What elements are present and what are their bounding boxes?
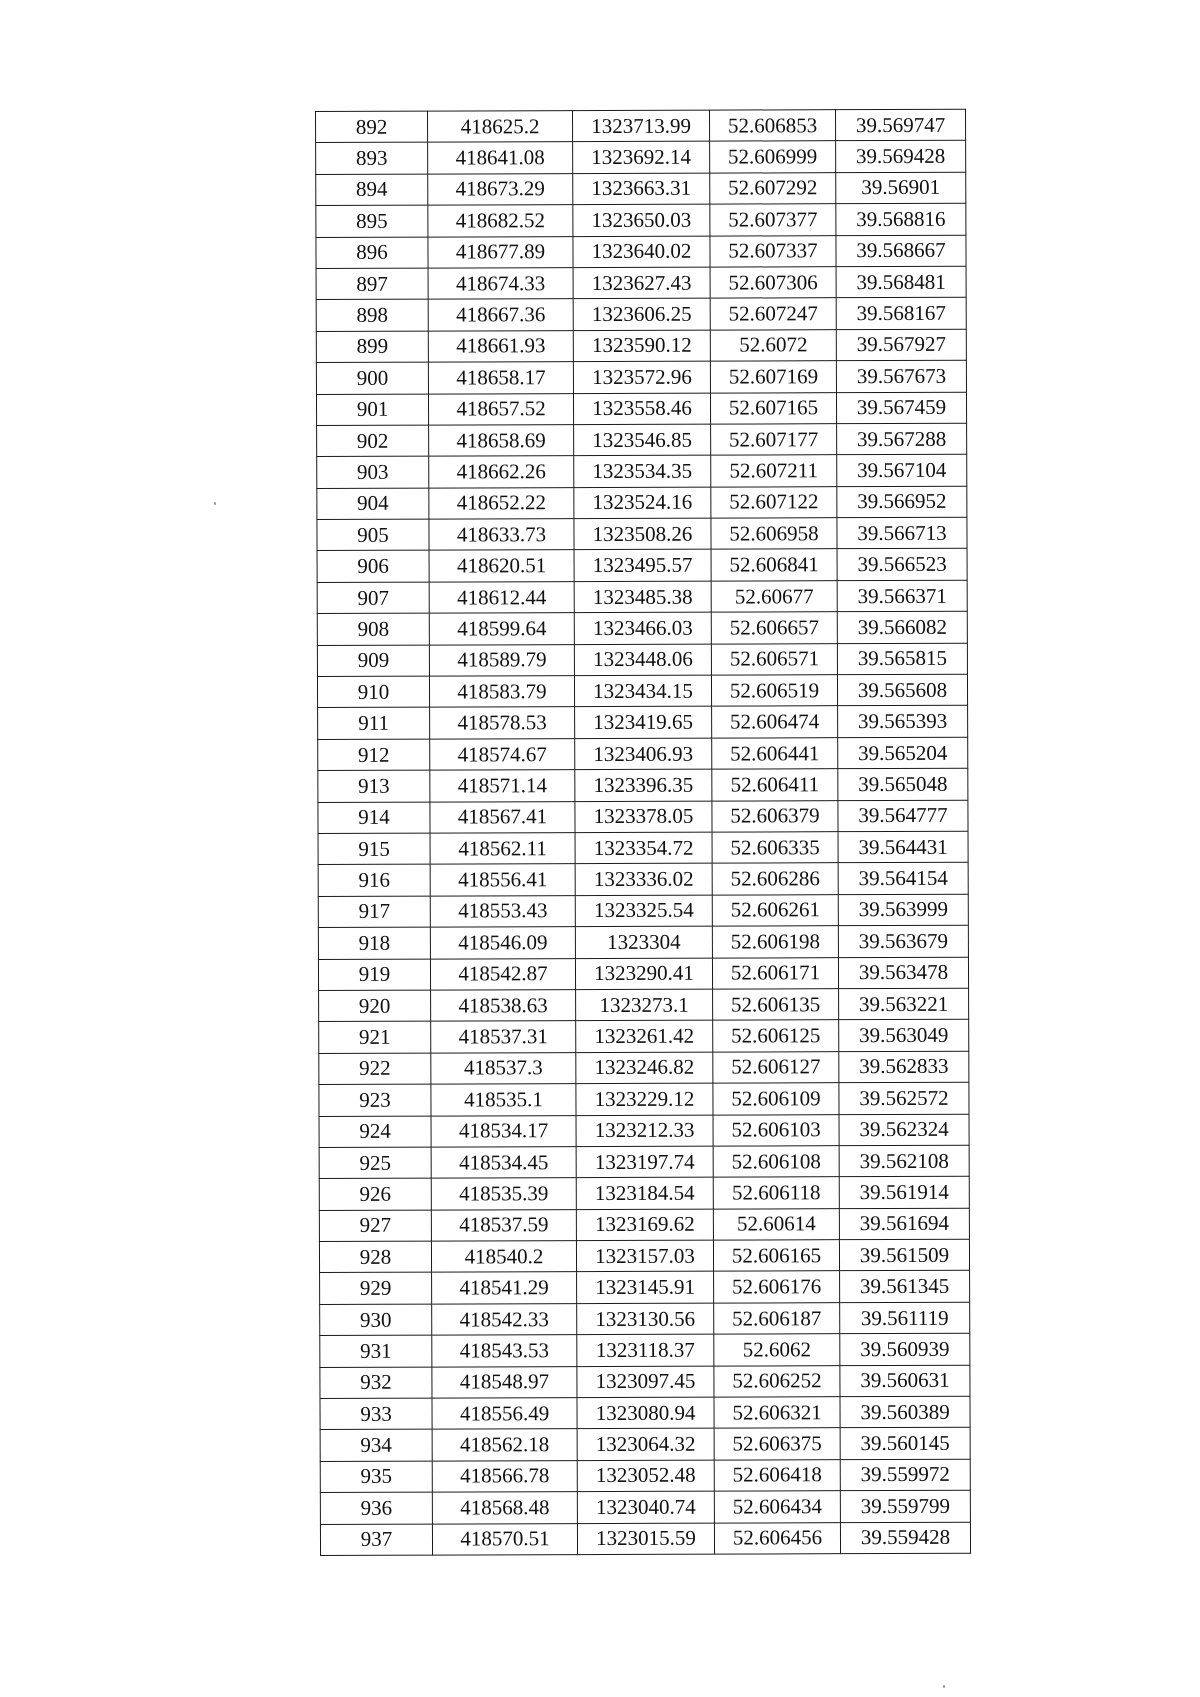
latitude-cell: 52.606171 — [712, 957, 838, 989]
point-number-cell: 899 — [316, 331, 428, 363]
point-number-cell: 908 — [317, 613, 429, 645]
y-coordinate-cell: 1323378.05 — [575, 801, 712, 833]
point-number-cell: 933 — [320, 1398, 432, 1430]
longitude-cell: 39.564431 — [838, 831, 968, 863]
latitude-cell: 52.607177 — [711, 424, 837, 456]
x-coordinate-cell: 418556.49 — [432, 1398, 577, 1430]
x-coordinate-cell: 418556.41 — [430, 864, 575, 896]
coordinates-table — [315, 109, 971, 1556]
longitude-cell: 39.561119 — [840, 1302, 970, 1334]
x-coordinate-cell: 418677.89 — [428, 236, 573, 268]
table-row — [319, 1114, 969, 1148]
latitude-cell: 52.606434 — [714, 1491, 840, 1523]
y-coordinate-cell: 1323590.12 — [573, 330, 710, 362]
point-number-cell: 920 — [319, 990, 431, 1022]
longitude-cell: 39.566713 — [837, 517, 967, 549]
x-coordinate-cell: 418633.73 — [429, 519, 574, 551]
latitude-cell: 52.606853 — [709, 110, 835, 142]
longitude-cell: 39.566371 — [837, 580, 967, 612]
y-coordinate-cell: 1323064.32 — [577, 1429, 714, 1461]
latitude-cell: 52.607247 — [710, 298, 836, 330]
point-number-cell: 935 — [320, 1461, 432, 1493]
longitude-cell: 39.560145 — [840, 1428, 970, 1460]
table-row — [317, 455, 967, 489]
table-row — [316, 329, 966, 363]
longitude-cell: 39.560389 — [840, 1396, 970, 1428]
x-coordinate-cell: 418540.2 — [431, 1241, 576, 1273]
table-row — [317, 486, 967, 520]
x-coordinate-cell: 418535.1 — [431, 1084, 576, 1116]
latitude-cell: 52.606108 — [713, 1146, 839, 1178]
longitude-cell: 39.565204 — [838, 737, 968, 769]
latitude-cell: 52.606999 — [710, 141, 836, 173]
longitude-cell: 39.565393 — [838, 706, 968, 738]
point-number-cell: 924 — [319, 1116, 431, 1148]
point-number-cell: 927 — [319, 1210, 431, 1242]
point-number-cell: 926 — [319, 1178, 431, 1210]
y-coordinate-cell: 1323692.14 — [573, 142, 710, 174]
x-coordinate-cell: 418662.26 — [429, 456, 574, 488]
x-coordinate-cell: 418620.51 — [429, 550, 574, 582]
table-row — [319, 1082, 969, 1116]
longitude-cell: 39.568481 — [836, 266, 966, 298]
x-coordinate-cell: 418535.39 — [431, 1178, 576, 1210]
y-coordinate-cell: 1323354.72 — [575, 832, 712, 864]
y-coordinate-cell: 1323572.96 — [573, 361, 710, 393]
latitude-cell: 52.606198 — [712, 926, 838, 958]
longitude-cell: 39.563999 — [838, 894, 968, 926]
x-coordinate-cell: 418546.09 — [430, 927, 575, 959]
point-number-cell: 892 — [316, 111, 428, 143]
longitude-cell: 39.567104 — [837, 455, 967, 487]
latitude-cell: 52.606321 — [714, 1397, 840, 1429]
point-number-cell: 931 — [320, 1335, 432, 1367]
longitude-cell: 39.562324 — [839, 1114, 969, 1146]
table-row — [320, 1459, 970, 1493]
table-row — [320, 1365, 970, 1399]
latitude-cell: 52.606841 — [711, 549, 837, 581]
latitude-cell: 52.607337 — [710, 235, 836, 267]
latitude-cell: 52.606441 — [712, 737, 838, 769]
x-coordinate-cell: 418538.63 — [431, 990, 576, 1022]
y-coordinate-cell: 1323640.02 — [573, 236, 710, 268]
x-coordinate-cell: 418661.93 — [428, 330, 573, 362]
latitude-cell: 52.6062 — [714, 1334, 840, 1366]
point-number-cell: 919 — [318, 959, 430, 991]
x-coordinate-cell: 418534.45 — [431, 1146, 576, 1178]
latitude-cell: 52.606261 — [712, 894, 838, 926]
x-coordinate-cell: 418583.79 — [429, 676, 574, 708]
point-number-cell: 918 — [318, 927, 430, 959]
x-coordinate-cell: 418542.87 — [430, 958, 575, 990]
y-coordinate-cell: 1323448.06 — [574, 644, 711, 676]
point-number-cell: 912 — [318, 739, 430, 771]
latitude-cell: 52.607306 — [710, 267, 836, 299]
latitude-cell: 52.606176 — [714, 1271, 840, 1303]
point-number-cell: 906 — [317, 551, 429, 583]
longitude-cell: 39.567288 — [837, 423, 967, 455]
table-row — [318, 863, 968, 897]
latitude-cell: 52.606456 — [714, 1522, 840, 1554]
latitude-cell: 52.606335 — [712, 832, 838, 864]
x-coordinate-cell: 418674.33 — [428, 268, 573, 300]
table-row — [316, 109, 966, 143]
y-coordinate-cell: 1323495.57 — [574, 550, 711, 582]
x-coordinate-cell: 418599.64 — [429, 613, 574, 645]
latitude-cell: 52.606286 — [712, 863, 838, 895]
point-number-cell: 928 — [319, 1241, 431, 1273]
table-row — [320, 1302, 970, 1336]
x-coordinate-cell: 418657.52 — [428, 393, 573, 425]
y-coordinate-cell: 1323524.16 — [574, 487, 711, 519]
table-row — [316, 360, 966, 394]
latitude-cell: 52.606165 — [713, 1240, 839, 1272]
latitude-cell: 52.606418 — [714, 1459, 840, 1491]
table-row — [317, 611, 967, 645]
point-number-cell: 914 — [318, 802, 430, 834]
point-number-cell: 896 — [316, 237, 428, 269]
x-coordinate-cell: 418537.31 — [431, 1021, 576, 1053]
x-coordinate-cell: 418673.29 — [428, 173, 573, 205]
longitude-cell: 39.569747 — [835, 109, 965, 141]
x-coordinate-cell: 418658.17 — [428, 362, 573, 394]
x-coordinate-cell: 418667.36 — [428, 299, 573, 331]
x-coordinate-cell: 418625.2 — [428, 111, 573, 143]
longitude-cell: 39.565608 — [837, 674, 967, 706]
table-row — [320, 1333, 970, 1367]
table-row — [320, 1522, 970, 1556]
longitude-cell: 39.568816 — [836, 203, 966, 235]
y-coordinate-cell: 1323273.1 — [576, 989, 713, 1021]
y-coordinate-cell: 1323080.94 — [577, 1397, 714, 1429]
longitude-cell: 39.566082 — [837, 611, 967, 643]
y-coordinate-cell: 1323534.35 — [574, 455, 711, 487]
latitude-cell: 52.606127 — [713, 1051, 839, 1083]
longitude-cell: 39.561345 — [840, 1271, 970, 1303]
y-coordinate-cell: 1323434.15 — [574, 675, 711, 707]
longitude-cell: 39.567927 — [836, 329, 966, 361]
table-row — [317, 674, 967, 708]
table-row — [319, 1208, 969, 1242]
scan-speck — [214, 502, 216, 505]
table-row — [318, 894, 968, 928]
x-coordinate-cell: 418589.79 — [429, 644, 574, 676]
y-coordinate-cell: 1323546.85 — [574, 424, 711, 456]
table-row — [317, 423, 967, 457]
table-row — [320, 1271, 970, 1305]
y-coordinate-cell: 1323713.99 — [573, 110, 710, 142]
x-coordinate-cell: 418534.17 — [431, 1115, 576, 1147]
y-coordinate-cell: 1323419.65 — [575, 707, 712, 739]
y-coordinate-cell: 1323118.37 — [577, 1334, 714, 1366]
y-coordinate-cell: 1323336.02 — [575, 863, 712, 895]
point-number-cell: 930 — [320, 1304, 432, 1336]
y-coordinate-cell: 1323663.31 — [573, 173, 710, 205]
y-coordinate-cell: 1323261.42 — [576, 1020, 713, 1052]
longitude-cell: 39.562833 — [839, 1051, 969, 1083]
point-number-cell: 897 — [316, 268, 428, 300]
point-number-cell: 913 — [318, 770, 430, 802]
longitude-cell: 39.563478 — [838, 957, 968, 989]
table-row — [320, 1490, 970, 1524]
longitude-cell: 39.566523 — [837, 549, 967, 581]
latitude-cell: 52.606103 — [713, 1114, 839, 1146]
longitude-cell: 39.566952 — [837, 486, 967, 518]
y-coordinate-cell: 1323052.48 — [577, 1460, 714, 1492]
x-coordinate-cell: 418567.41 — [430, 801, 575, 833]
table-row — [319, 1020, 969, 1054]
y-coordinate-cell: 1323396.35 — [575, 769, 712, 801]
y-coordinate-cell: 1323229.12 — [576, 1083, 713, 1115]
point-number-cell: 929 — [320, 1273, 432, 1305]
longitude-cell: 39.564154 — [838, 863, 968, 895]
latitude-cell: 52.606657 — [711, 612, 837, 644]
table-row — [316, 392, 966, 426]
x-coordinate-cell: 418612.44 — [429, 581, 574, 613]
table-row — [320, 1428, 970, 1462]
y-coordinate-cell: 1323169.62 — [576, 1209, 713, 1241]
latitude-cell: 52.607211 — [711, 455, 837, 487]
longitude-cell: 39.562108 — [839, 1145, 969, 1177]
longitude-cell: 39.56901 — [836, 172, 966, 204]
latitude-cell: 52.607377 — [710, 204, 836, 236]
point-number-cell: 909 — [317, 645, 429, 677]
y-coordinate-cell: 1323627.43 — [573, 267, 710, 299]
latitude-cell: 52.606379 — [712, 800, 838, 832]
table-row — [317, 517, 967, 551]
x-coordinate-cell: 418542.33 — [432, 1303, 577, 1335]
y-coordinate-cell: 1323212.33 — [576, 1115, 713, 1147]
longitude-cell: 39.563049 — [839, 1020, 969, 1052]
table-row — [316, 172, 966, 206]
point-number-cell: 922 — [319, 1053, 431, 1085]
y-coordinate-cell: 1323097.45 — [577, 1366, 714, 1398]
longitude-cell: 39.559428 — [840, 1522, 970, 1554]
x-coordinate-cell: 418566.78 — [432, 1460, 577, 1492]
point-number-cell: 901 — [316, 394, 428, 426]
point-number-cell: 937 — [320, 1524, 432, 1556]
latitude-cell: 52.607165 — [710, 392, 836, 424]
point-number-cell: 923 — [319, 1084, 431, 1116]
x-coordinate-cell: 418553.43 — [430, 895, 575, 927]
longitude-cell: 39.559972 — [840, 1459, 970, 1491]
table-row — [319, 1239, 969, 1273]
point-number-cell: 904 — [317, 488, 429, 520]
y-coordinate-cell: 1323325.54 — [575, 895, 712, 927]
table-row — [318, 706, 968, 740]
point-number-cell: 895 — [316, 205, 428, 237]
longitude-cell: 39.567673 — [836, 360, 966, 392]
latitude-cell: 52.606411 — [712, 769, 838, 801]
point-number-cell: 905 — [317, 519, 429, 551]
table-row — [319, 988, 969, 1022]
longitude-cell: 39.565815 — [837, 643, 967, 675]
longitude-cell: 39.559799 — [840, 1490, 970, 1522]
point-number-cell: 932 — [320, 1367, 432, 1399]
longitude-cell: 39.560631 — [840, 1365, 970, 1397]
table-row — [316, 141, 966, 175]
table-row — [316, 266, 966, 300]
x-coordinate-cell: 418578.53 — [430, 707, 575, 739]
longitude-cell: 39.567459 — [836, 392, 966, 424]
x-coordinate-cell: 418543.53 — [432, 1335, 577, 1367]
x-coordinate-cell: 418570.51 — [432, 1523, 577, 1555]
point-number-cell: 900 — [316, 362, 428, 394]
table-row — [316, 298, 966, 332]
latitude-cell: 52.607122 — [711, 486, 837, 518]
longitude-cell: 39.563679 — [838, 925, 968, 957]
table-row — [317, 549, 967, 583]
table-row — [319, 1145, 969, 1179]
latitude-cell: 52.606375 — [714, 1428, 840, 1460]
y-coordinate-cell: 1323246.82 — [576, 1052, 713, 1084]
y-coordinate-cell: 1323290.41 — [575, 958, 712, 990]
longitude-cell: 39.561694 — [839, 1208, 969, 1240]
y-coordinate-cell: 1323157.03 — [576, 1240, 713, 1272]
x-coordinate-cell: 418562.11 — [430, 833, 575, 865]
x-coordinate-cell: 418641.08 — [428, 142, 573, 174]
longitude-cell: 39.561509 — [839, 1239, 969, 1271]
latitude-cell: 52.606135 — [713, 989, 839, 1021]
table-row — [316, 203, 966, 237]
table-row — [318, 957, 968, 991]
point-number-cell: 921 — [319, 1021, 431, 1053]
point-number-cell: 902 — [317, 425, 429, 457]
table-row — [318, 831, 968, 865]
y-coordinate-cell: 1323558.46 — [573, 393, 710, 425]
x-coordinate-cell: 418537.59 — [431, 1209, 576, 1241]
longitude-cell: 39.564777 — [838, 800, 968, 832]
scan-speck — [943, 1685, 945, 1688]
table-row — [318, 737, 968, 771]
x-coordinate-cell: 418571.14 — [430, 770, 575, 802]
y-coordinate-cell: 1323508.26 — [574, 518, 711, 550]
table-row — [319, 1051, 969, 1085]
latitude-cell: 52.606187 — [714, 1303, 840, 1335]
longitude-cell: 39.561914 — [839, 1177, 969, 1209]
x-coordinate-cell: 418658.69 — [429, 425, 574, 457]
y-coordinate-cell: 1323015.59 — [577, 1523, 714, 1555]
x-coordinate-cell: 418682.52 — [428, 205, 573, 237]
x-coordinate-cell: 418541.29 — [432, 1272, 577, 1304]
latitude-cell: 52.606252 — [714, 1365, 840, 1397]
latitude-cell: 52.607292 — [710, 172, 836, 204]
point-number-cell: 936 — [320, 1492, 432, 1524]
x-coordinate-cell: 418574.67 — [430, 738, 575, 770]
point-number-cell: 910 — [317, 676, 429, 708]
x-coordinate-cell: 418548.97 — [432, 1366, 577, 1398]
latitude-cell: 52.60677 — [711, 581, 837, 613]
y-coordinate-cell: 1323304 — [575, 926, 712, 958]
point-number-cell: 925 — [319, 1147, 431, 1179]
longitude-cell: 39.563221 — [839, 988, 969, 1020]
latitude-cell: 52.606571 — [711, 643, 837, 675]
longitude-cell: 39.568167 — [836, 298, 966, 330]
point-number-cell: 917 — [318, 896, 430, 928]
x-coordinate-cell: 418652.22 — [429, 487, 574, 519]
y-coordinate-cell: 1323040.74 — [577, 1491, 714, 1523]
point-number-cell: 893 — [316, 142, 428, 174]
table-row — [316, 235, 966, 269]
table-row — [319, 1177, 969, 1211]
y-coordinate-cell: 1323650.03 — [573, 204, 710, 236]
longitude-cell: 39.560939 — [840, 1333, 970, 1365]
latitude-cell: 52.607169 — [710, 361, 836, 393]
latitude-cell: 52.606958 — [711, 518, 837, 550]
latitude-cell: 52.6072 — [710, 329, 836, 361]
table-row — [318, 925, 968, 959]
longitude-cell: 39.569428 — [836, 141, 966, 173]
x-coordinate-cell: 418562.18 — [432, 1429, 577, 1461]
table-row — [318, 768, 968, 802]
latitude-cell: 52.606118 — [713, 1177, 839, 1209]
latitude-cell: 52.606474 — [712, 706, 838, 738]
x-coordinate-cell: 418537.3 — [431, 1052, 576, 1084]
table-row — [317, 580, 967, 614]
latitude-cell: 52.60614 — [713, 1208, 839, 1240]
x-coordinate-cell: 418568.48 — [432, 1492, 577, 1524]
table-row — [318, 800, 968, 834]
y-coordinate-cell: 1323184.54 — [576, 1177, 713, 1209]
longitude-cell: 39.565048 — [838, 768, 968, 800]
point-number-cell: 907 — [317, 582, 429, 614]
y-coordinate-cell: 1323130.56 — [577, 1303, 714, 1335]
coordinates-table-body — [316, 109, 971, 1555]
longitude-cell: 39.568667 — [836, 235, 966, 267]
point-number-cell: 934 — [320, 1430, 432, 1462]
y-coordinate-cell: 1323606.25 — [573, 298, 710, 330]
table-row — [317, 643, 967, 677]
point-number-cell: 894 — [316, 174, 428, 206]
y-coordinate-cell: 1323197.74 — [576, 1146, 713, 1178]
latitude-cell: 52.606519 — [711, 675, 837, 707]
point-number-cell: 911 — [318, 708, 430, 740]
point-number-cell: 915 — [318, 833, 430, 865]
longitude-cell: 39.562572 — [839, 1082, 969, 1114]
point-number-cell: 916 — [318, 864, 430, 896]
y-coordinate-cell: 1323466.03 — [574, 612, 711, 644]
point-number-cell: 898 — [316, 299, 428, 331]
y-coordinate-cell: 1323145.91 — [577, 1272, 714, 1304]
y-coordinate-cell: 1323406.93 — [575, 738, 712, 770]
latitude-cell: 52.606109 — [713, 1083, 839, 1115]
table-row — [320, 1396, 970, 1430]
latitude-cell: 52.606125 — [713, 1020, 839, 1052]
y-coordinate-cell: 1323485.38 — [574, 581, 711, 613]
point-number-cell: 903 — [317, 456, 429, 488]
